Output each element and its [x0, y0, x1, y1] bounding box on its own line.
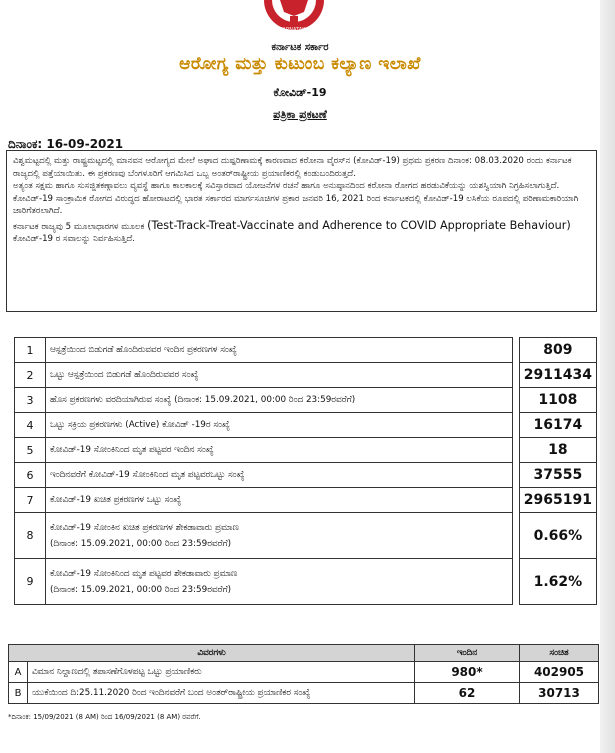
intro-paragraph: ಕೋವಿಡ್-19 ಸಾಂಕ್ರಾಮಿಕ ರೋಗದ ವಿರುದ್ಧದ ಹೋರಾಟದಲ್ಲಿ ಭಾರತ ಸರ್ಕಾರದ ಮಾರ್ಗಸೂಚಿಗಳ ಪ್ರಕಾರ ಜನವರಿ 16, 2021 ರಿಂದ ಕರ್ನಾಟಕದಲ್ಲಿ ಕೋವಿಡ್-19 ಲಸಿಕೆಯ ರೂಪದಲ್ಲಿ ಪರಿಣಾಮಕಾರಿಯಾಗಿ ಜಾರಿಗೆತರಲಾಗಿದೆ. — [13, 193, 579, 216]
intro-paragraph: ಅತ್ಯಂತ ಸಕ್ಷಮ ಹಾಗೂ ಸುಸಜ್ಜಿತಕಣ್ಗಾವಲು ವ್ಯವಸ್ಥೆ ಹಾಗೂ ಕಾಲಕಾಲಕ್ಕೆ ಸವಿಸ್ತಾರವಾದ ಯೋಜನೆಗಳ ರಚನೆ ಹಾಗೂ ಅನುಷ್ಠಾನದಿಂದ ಕರೋನಾ ರೋಗದ ಹರಡುವಿಕೆಯನ್ನು ಯಶಸ್ವಿಯಾಗಿ ನಿಗ್ರಹಿಸಲಾಗುತ್ತಿದೆ. — [13, 181, 560, 191]
intro-paragraph: ಕರ್ನಾಟಕ ರಾಜ್ಯವು 5 ಮೂಲಾಧಾರಗಳ ಮೂಲಕ (Test-Track-Treat-Vaccinate and Adherence to COVID Appropriate Behaviour) ಕೋವಿಡ್-19 ರ ಸವಾಲನ್ನು ನಿರ್ವಹಿಸುತ್ತಿದೆ. — [13, 218, 571, 244]
table-header: ವಿವರಗಳು ಇಂದಿನ ಸಂಚಿತ — [9, 645, 599, 662]
covid-stats-table — [14, 337, 597, 605]
svg-text:KARNATAKA: KARNATAKA — [279, 27, 309, 33]
table-row: 1 ಆಸ್ಪತ್ರೆಯಿಂದ ಬಿಡುಗಡೆ ಹೊಂದಿರುವವರ ಇಂದಿನ ಪ್ರಕರಣಗಳ ಸಂಖ್ಯೆ 809 — [15, 338, 597, 363]
table-row: 6 ಇಂದಿನವರೆಗೆ ಕೋವಿಡ್-19 ಸೋಂಕಿನಿಂದ ಮೃತ ಪಟ್ಟವರಒಟ್ಟು ಸಂಖ್ಯೆ 37555 — [15, 463, 597, 488]
table-row: 5 ಕೋವಿಡ್-19 ಸೋಂಕಿನಿಂದ ಮೃತ ಪಟ್ಟವರ ಇಂದಿನ ಸಂಖ್ಯೆ 18 — [15, 438, 597, 463]
intro-box — [6, 150, 597, 312]
travellers-table — [8, 644, 599, 704]
table-row: 4 ಒಟ್ಟು ಸಕ್ರಿಯ ಪ್ರಕರಣಗಳು (Active) ಕೋವಿಡ್ -19ರ ಸಂಖ್ಯೆ 16174 — [15, 413, 597, 438]
release-date: ದಿನಾಂಕ: 16-09-2021 — [8, 137, 124, 151]
table-row: 7 ಕೋವಿಡ್-19 ಖಚಿತ ಪ್ರಕರಣಗಳ ಒಟ್ಟು ಸಂಖ್ಯೆ 2965191 — [15, 488, 597, 513]
ttt-strategy-text: (Test-Track-Treat-Vaccinate and Adherence to COVID Appropriate Behaviour) — [147, 218, 571, 232]
footnote: *ದಿನಾಂಕ: 15/09/2021 (8 AM) ರಿಂದ 16/09/2021 (8 AM) ರವರೆಗೆ. — [8, 713, 201, 721]
table-row: 2 ಒಟ್ಟು ಆಸ್ಪತ್ರೆಯಿಂದ ಬಿಡುಗಡೆ ಹೊಂದಿರುವವರ ಸಂಖ್ಯೆ 2911434 — [15, 363, 597, 388]
karnataka-emblem — [262, 0, 326, 40]
intro-paragraph: ವಿಶ್ವಮಟ್ಟದಲ್ಲಿ ಮತ್ತು ರಾಷ್ಟ್ರಮಟ್ಟದಲ್ಲಿ ಮಾನವನ ಆರೋಗ್ಯದ ಮೇಲೆ ಅಘಾದ ದುಷ್ಪರಿಣಾಮಕ್ಕೆ ಕಾರಣವಾದ ಕರೋನಾ ವೈರಸ್‌ನ (ಕೋವಿಡ್-19) ಪ್ರಥಮ ಪ್ರಕರಣ ದಿನಾಂಕ: 08.03.2020 ರಂದು ಕರ್ನಾಟಕ ರಾಜ್ಯದಲ್ಲಿ ಪತ್ತೆಯಾಯಿತು. ಈ ಪ್ರಕರಣವು ಬೆಂಗಳೂರಿಗೆ ಆಗಮಿಸಿದ ಒಬ್ಬ ಅಂತರ್‌ರಾಷ್ಟ್ರೀಯ ಪ್ರಯಾಣಿಕರಲ್ಲಿ ಕಂಡುಬಂದಿರುತ್ತದೆ. — [13, 156, 572, 179]
table-row: B ಯುಕೆಯಿಂದ ದಿ:25.11.2020 ರಿಂದ ಇಂದಿನವರೆಗೆ ಬಂದ ಅಂತರ್‌ರಾಷ್ಟ್ರೀಯ ಪ್ರಯಾಣಿಕರ ಸಂಖ್ಯೆ 62 30713 — [9, 683, 599, 704]
table-row: A ವಿಮಾನ ನಿಲ್ದಾಣದಲ್ಲಿ ತಪಾಸಣೆಗೊಳಪಟ್ಟ ಒಟ್ಟು ಪ್ರಯಾಣಿಕರು 980* 402905 — [9, 662, 599, 683]
table-row: 8 ಕೋವಿಡ್-19 ಸೋಂಕಿನ ಖಚಿತ ಪ್ರಕರಣಗಳ ಶೇಕಡಾವಾರು ಪ್ರಮಾಣ (ದಿನಾಂಕ: 15.09.2021, 00:00 ರಿಂದ 23:59ರವರೆಗೆ) 0.66% — [15, 513, 597, 559]
department-title: ಕರ್ನಾಟಕ ಸರ್ಕಾರ — [271, 42, 329, 53]
press-release-heading: ಪತ್ರಿಕಾ ಪ್ರಕಟಣೆ — [273, 108, 327, 121]
table-row: 3 ಹೊಸ ಪ್ರಕರಣಗಳು ವರದಿಯಾಗಿರುವ ಸಂಖ್ಯೆ (ದಿನಾಂಕ: 15.09.2021, 00:00 ರಿಂದ 23:59ರವರೆಗೆ) 1108 — [15, 388, 597, 413]
ministry-title: ಆರೋಗ್ಯ ಮತ್ತು ಕುಟುಂಬ ಕಲ್ಯಾಣ ಇಲಾಖೆ — [179, 54, 421, 74]
covid-heading: ಕೋವಿಡ್-19 — [273, 86, 327, 99]
table-row: 9 ಕೋವಿಡ್-19 ಸೋಂಕಿನಿಂದ ಮೃತ ಪಟ್ಟವರ ಶೇಕಡಾವಾರು ಪ್ರಮಾಣ (ದಿನಾಂಕ: 15.09.2021, 00:00 ರಿಂದ 23:59ರವರೆಗೆ) 1.62% — [15, 559, 597, 605]
